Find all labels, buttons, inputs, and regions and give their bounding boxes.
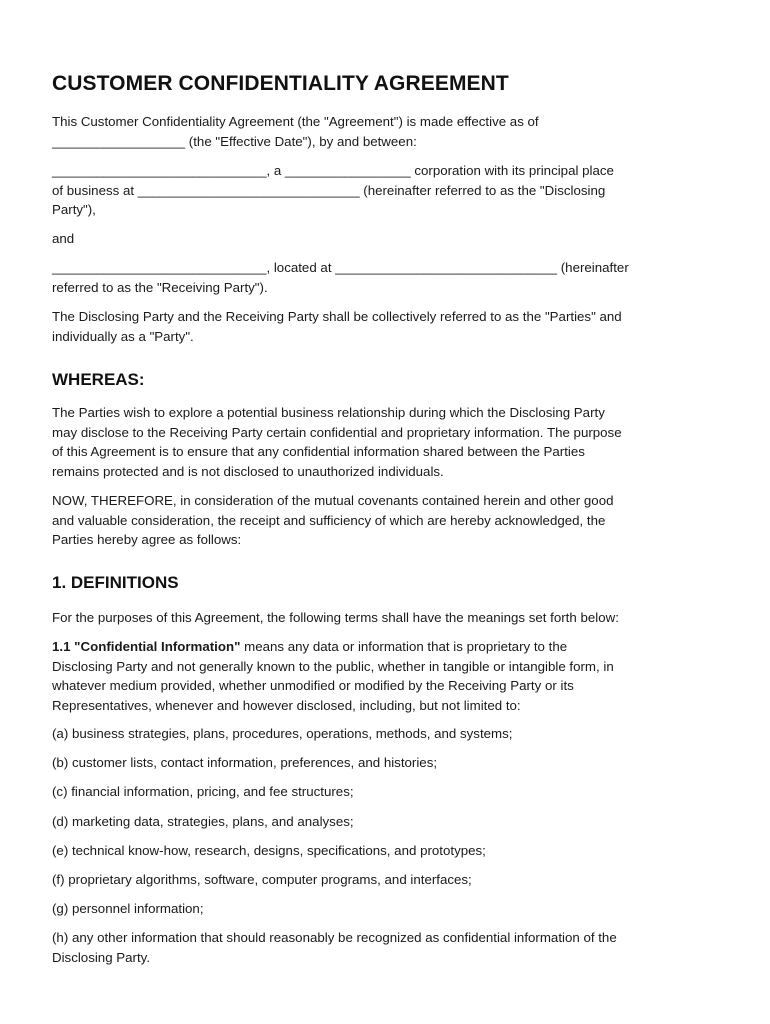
- definitions-heading: 1. DEFINITIONS: [52, 573, 179, 592]
- whereas-line: The Parties wish to explore a potential business relationship during which the Disclosing Party: [52, 405, 605, 420]
- list-item-b: (b) customer lists, contact information, preferences, and histories;: [52, 755, 438, 770]
- list-item-g: (g) personnel information;: [52, 901, 204, 916]
- ci-line: Disclosing Party and not generally known to the public, whether in tangible or intangible form, in: [52, 658, 614, 674]
- list-item-h-line: (h) any other information that should reasonably be recognized as confidential information of the: [52, 930, 617, 945]
- list-item-h: [52, 928, 720, 967]
- disclosing-party-paragraph: [52, 161, 720, 220]
- whereas-line: remains protected and is not disclosed to unauthorized individuals.: [52, 463, 444, 479]
- parties-line: individually as a "Party".: [52, 328, 194, 344]
- parties-paragraph: [52, 307, 720, 346]
- now-therefore-line: and valuable consideration, the receipt and sufficiency of which are hereby acknowledged, the: [52, 512, 606, 528]
- intro-line: This Customer Confidentiality Agreement (the "Agreement") is made effective as of: [52, 114, 539, 129]
- list-item-c: (c) financial information, pricing, and fee structures;: [52, 784, 354, 799]
- list-item-d: (d) marketing data, strategies, plans, and analyses;: [52, 814, 354, 829]
- document-title: CUSTOMER CONFIDENTIALITY AGREEMENT: [52, 72, 509, 95]
- disclosing-line: _____________________________, a _________________ corporation with its principal place: [52, 163, 614, 178]
- receiving-line: _____________________________, located at ______________________________ (hereinafter: [52, 260, 629, 275]
- whereas-heading: WHEREAS:: [52, 370, 145, 389]
- now-therefore-line: NOW, THEREFORE, in consideration of the mutual covenants contained herein and other good: [52, 493, 614, 508]
- disclosing-line: Party"),: [52, 202, 96, 217]
- confidential-information-definition: [52, 637, 720, 715]
- and-paragraph: [52, 229, 720, 249]
- ci-line: whatever medium provided, whether unmodified or modified by the Receiving Party or its: [52, 678, 574, 693]
- definitions-intro: [52, 608, 720, 628]
- parties-line: The Disclosing Party and the Receiving Party shall be collectively referred to as the "Parties" and: [52, 309, 622, 324]
- intro-line: __________________ (the "Effective Date"), by and between:: [52, 133, 417, 149]
- now-therefore-line: Parties hereby agree as follows:: [52, 532, 242, 547]
- ci-line: [52, 637, 720, 657]
- disclosing-line: of business at ______________________________ (hereinafter referred to as the "Disclosing: [52, 182, 606, 198]
- list-item-f: (f) proprietary algorithms, software, computer programs, and interfaces;: [52, 872, 472, 887]
- list-item-h-line: Disclosing Party.: [52, 949, 151, 965]
- ci-term: 1.1 "Confidential Information": [52, 639, 241, 654]
- whereas-line: may disclose to the Receiving Party certain confidential and proprietary information. The purpose: [52, 424, 622, 440]
- and-text: and: [52, 231, 75, 246]
- whereas-line: of this Agreement is to ensure that any confidential information shared between the Parties: [52, 444, 585, 459]
- intro-paragraph: [52, 112, 720, 151]
- ci-line-rest: means any data or information that is proprietary to the: [240, 639, 568, 654]
- receiving-party-paragraph: [52, 258, 720, 297]
- list-item-a: (a) business strategies, plans, procedures, operations, methods, and systems;: [52, 726, 513, 741]
- definitions-intro-line: For the purposes of this Agreement, the following terms shall have the meanings set forth below:: [52, 610, 619, 625]
- now-therefore-paragraph: [52, 491, 720, 550]
- receiving-line: referred to as the "Receiving Party").: [52, 279, 268, 295]
- whereas-paragraph: [52, 403, 720, 481]
- ci-line: Representatives, whenever and however disclosed, including, but not limited to:: [52, 697, 521, 713]
- list-item-e: (e) technical know-how, research, designs, specifications, and prototypes;: [52, 843, 486, 858]
